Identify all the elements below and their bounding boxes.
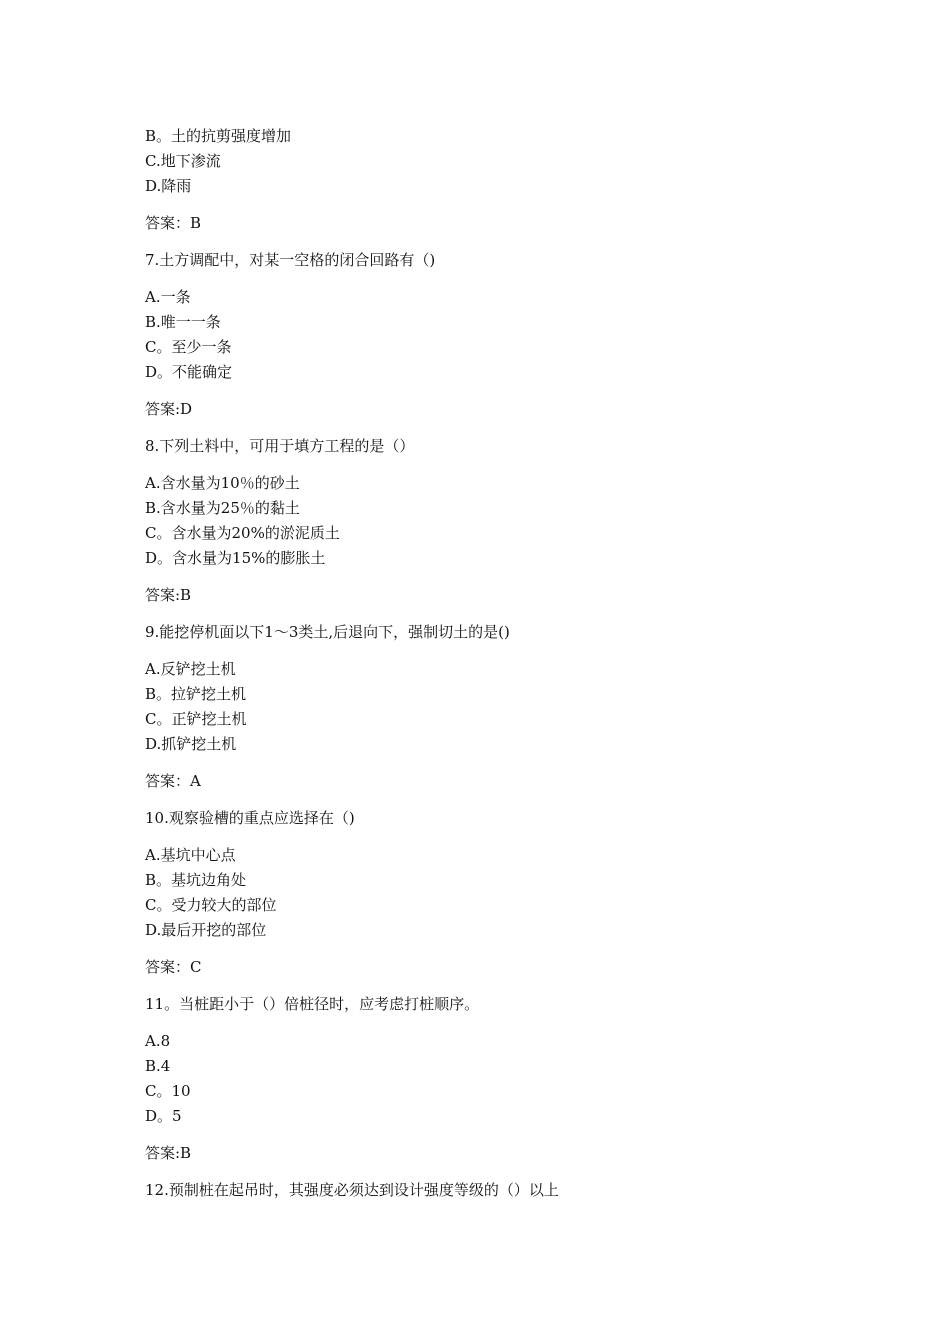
spacer xyxy=(145,459,845,471)
option-line: C。受力较大的部位 xyxy=(145,896,277,914)
option-line: A.一条 xyxy=(145,288,191,306)
spacer xyxy=(145,608,845,620)
spacer xyxy=(145,199,845,211)
option-line: D.抓铲挖土机 xyxy=(145,735,237,753)
spacer xyxy=(145,1129,845,1141)
spacer xyxy=(145,422,845,434)
question-line: 9.能挖停机面以下1～3类土,后退向下，强制切土的是() xyxy=(145,623,510,641)
option-line: A.含水量为10％的砂土 xyxy=(145,474,300,492)
spacer xyxy=(145,385,845,397)
spacer xyxy=(145,794,845,806)
option-line: C。至少一条 xyxy=(145,338,232,356)
option-line: B.4 xyxy=(145,1057,171,1075)
option-line: C。正铲挖土机 xyxy=(145,710,247,728)
question-line: 8.下列土料中，可用于填方工程的是（） xyxy=(145,437,415,455)
spacer xyxy=(145,1017,845,1029)
option-line: C。10 xyxy=(145,1082,191,1100)
option-line: B。基坑边角处 xyxy=(145,871,247,889)
option-line: A.8 xyxy=(145,1032,171,1050)
spacer xyxy=(145,571,845,583)
question-line: 11。当桩距小于（）倍桩径时，应考虑打桩顺序。 xyxy=(145,995,480,1013)
spacer xyxy=(145,943,845,955)
question-line: 10.观察验槽的重点应选择在（) xyxy=(145,809,355,827)
option-line: D。5 xyxy=(145,1107,182,1125)
option-line: B。土的抗剪强度增加 xyxy=(145,127,292,145)
answer-line: 答案:D xyxy=(145,400,193,418)
question-line: 7.土方调配中，对某一空格的闭合回路有（) xyxy=(145,251,436,269)
question-line: 12.预制桩在起吊时，其强度必须达到设计强度等级的（）以上 xyxy=(145,1181,559,1199)
option-line: A.反铲挖土机 xyxy=(145,660,236,678)
answer-line: 答案：C xyxy=(145,958,202,976)
spacer xyxy=(145,757,845,769)
answer-line: 答案:B xyxy=(145,586,192,604)
option-line: D。不能确定 xyxy=(145,363,233,381)
spacer xyxy=(145,980,845,992)
answer-line: 答案：B xyxy=(145,214,202,232)
option-line: C.地下渗流 xyxy=(145,152,221,170)
option-line: B.唯一一条 xyxy=(145,313,221,331)
option-line: D.降雨 xyxy=(145,177,192,195)
spacer xyxy=(145,1166,845,1178)
answer-line: 答案:B xyxy=(145,1144,192,1162)
option-line: C。含水量为20%的淤泥质土 xyxy=(145,524,340,542)
document-body xyxy=(145,124,845,1203)
answer-line: 答案：A xyxy=(145,772,201,790)
option-line: A.基坑中心点 xyxy=(145,846,236,864)
option-line: B。拉铲挖土机 xyxy=(145,685,247,703)
option-line: B.含水量为25％的黏土 xyxy=(145,499,300,517)
spacer xyxy=(145,236,845,248)
option-line: D.最后开挖的部位 xyxy=(145,921,267,939)
spacer xyxy=(145,645,845,657)
spacer xyxy=(145,273,845,285)
spacer xyxy=(145,831,845,843)
option-line: D。含水量为15%的膨胀土 xyxy=(145,549,326,567)
